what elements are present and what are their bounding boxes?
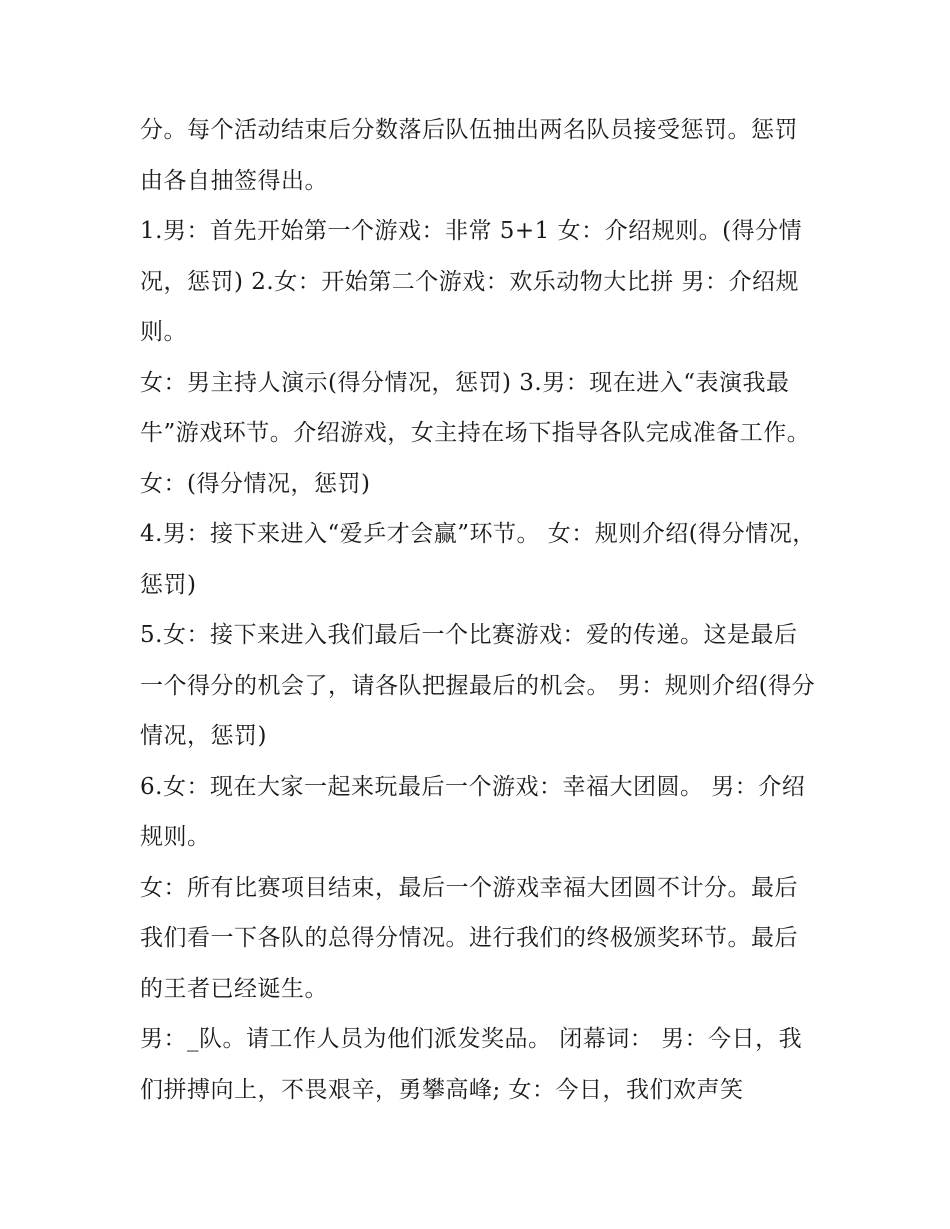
document-body [140,105,820,1115]
paragraph-penalty-rules: 分。每个活动结束后分数落后队伍抽出两名队员接受惩罚。惩罚由各自抽签得出。 [140,117,798,194]
paragraph-closing-speech: 男：_队。请工作人员为他们派发奖品。 闭幕词： 男：今日，我们拼搏向上，不畏艰辛，勇攀高峰; 女：今日，我们欢声笑 [140,1026,803,1103]
paragraph-awards: 女：所有比赛项目结束，最后一个游戏幸福大团圆不计分。最后我们看一下各队的总得分情况。进行我们的终极颁奖环节。最后的王者已经诞生。 [140,874,798,1002]
paragraph-game-4: 4.男：接下来进入“爱乒才会赢”环节。 女：规则介绍(得分情况，惩罚) [140,521,816,598]
paragraph-game-3: 女：男主持人演示(得分情况，惩罚) 3.男：现在进入“表演我最牛”游戏环节。介绍游戏，女主持在场下指导各队完成准备工作。 女：(得分情况，惩罚) [140,369,819,497]
paragraph-games-1-2: 1.男：首先开始第一个游戏：非常 5+1 女：介绍规则。(得分情况，惩罚) 2.女：开始第二个游戏：欢乐动物大比拼 男：介绍规则。 [140,218,803,345]
paragraph-game-6: 6.女：现在大家一起来玩最后一个游戏：幸福大团圆。 男：介绍规则。 [140,773,806,850]
paragraph-game-5: 5.女：接下来进入我们最后一个比赛游戏：爱的传递。这是最后一个得分的机会了，请各队把握最后的机会。 男：规则介绍(得分情况，惩罚) [140,622,816,749]
